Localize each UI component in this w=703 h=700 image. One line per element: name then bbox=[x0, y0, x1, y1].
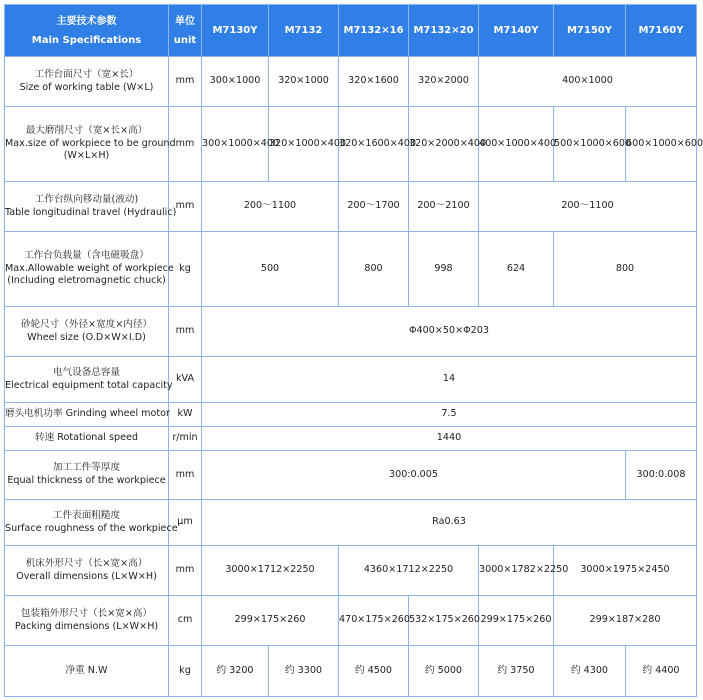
value-cell: 400×1000 bbox=[479, 57, 697, 107]
value-cell: 800 bbox=[339, 232, 409, 307]
table-row bbox=[5, 357, 697, 403]
label-cn: 工件表面粗糙度 bbox=[52, 509, 121, 521]
value-cell: 300:0.008 bbox=[626, 451, 697, 500]
value-cell: 998 bbox=[409, 232, 479, 307]
header-model-m7132x16: M7132×16 bbox=[339, 5, 409, 57]
value-cell: 7.5 bbox=[202, 403, 697, 427]
row-label-motor: 磨头电机功率 Grinding wheel motor bbox=[5, 403, 169, 427]
row-label-travel bbox=[5, 182, 177, 232]
unit-cell: mm bbox=[169, 307, 202, 357]
table-row bbox=[5, 57, 697, 107]
unit-cell: kVA bbox=[169, 357, 202, 403]
value-cell: Ra0.63 bbox=[202, 500, 697, 546]
header-spec bbox=[5, 5, 169, 57]
row-label-packing bbox=[5, 596, 169, 646]
label-en: Electrical equipment total capacity bbox=[5, 379, 173, 391]
specifications-table bbox=[4, 4, 703, 697]
row-label-overall bbox=[5, 546, 169, 596]
label-cn: 加工工件等厚度 bbox=[52, 462, 121, 474]
label-cn: 最大磨削尺寸（宽×长×高） bbox=[25, 124, 148, 136]
header-model-m7160y: M7160Y bbox=[626, 5, 697, 57]
value-cell: 320×1600×400 bbox=[339, 107, 409, 182]
header-unit-cn: 单位 bbox=[175, 15, 195, 27]
header-spec-cn: 主要技术参数 bbox=[56, 15, 117, 27]
table-row bbox=[5, 107, 697, 182]
label-cn: 砂轮尺寸（外径×宽度×内径） bbox=[20, 318, 153, 330]
table-row bbox=[5, 427, 697, 451]
value-cell: 3000×1712×2250 bbox=[202, 546, 339, 596]
value-cell: 约 4300 bbox=[554, 646, 626, 697]
value-cell: 约 3750 bbox=[479, 646, 554, 697]
label-cn: 工作台负载量（含电磁吸盘） bbox=[24, 249, 149, 261]
header-model-m7132: M7132 bbox=[269, 5, 339, 57]
header-model-m7140y: M7140Y bbox=[479, 5, 554, 57]
row-label-max-size bbox=[5, 107, 176, 182]
value-cell: 200～1100 bbox=[479, 182, 697, 232]
header-spec-en: Main Specifications bbox=[31, 34, 142, 46]
table-row bbox=[5, 403, 697, 427]
table-row bbox=[5, 596, 697, 646]
row-label-thickness bbox=[5, 451, 169, 500]
unit-cell: μm bbox=[169, 500, 202, 546]
label-en: Size of working table (W×L) bbox=[19, 81, 154, 93]
value-cell: 3000×1975×2450 bbox=[554, 546, 697, 596]
value-cell: 299×187×280 bbox=[554, 596, 697, 646]
label-en: Table longitudinal travel (Hydraulic) bbox=[5, 206, 177, 218]
unit-cell: mm bbox=[169, 182, 202, 232]
label-en: Wheel size (O.D×W×I.D) bbox=[27, 331, 146, 343]
value-cell: 200～2100 bbox=[409, 182, 479, 232]
table-row bbox=[5, 546, 697, 596]
value-cell: 320×1600 bbox=[339, 57, 409, 107]
label-en: Packing dimensions (L×W×H) bbox=[14, 620, 159, 632]
label-en: Overall dimensions (L×W×H) bbox=[16, 570, 157, 582]
value-cell: 299×175×260 bbox=[479, 596, 554, 646]
header-unit-en: unit bbox=[173, 34, 197, 46]
table-row bbox=[5, 232, 697, 307]
label-cn: 电气设备总容量 bbox=[52, 366, 121, 378]
unit-cell: mm bbox=[169, 546, 202, 596]
value-cell: 4360×1712×2250 bbox=[339, 546, 479, 596]
value-cell: 500×1000×600 bbox=[554, 107, 626, 182]
label-en: Equal thickness of the workpiece bbox=[7, 475, 166, 486]
unit-cell: kW bbox=[169, 403, 202, 427]
label-en: (Including eletromagnetic chuck) bbox=[7, 275, 166, 287]
value-cell: 624 bbox=[479, 232, 554, 307]
label-cn: 工作台面尺寸（宽×长） bbox=[34, 68, 139, 80]
row-label-roughness bbox=[5, 500, 178, 546]
value-cell: 800 bbox=[554, 232, 697, 307]
value-cell: 299×175×260 bbox=[202, 596, 339, 646]
row-label-net-weight: 净重 N.W bbox=[5, 646, 169, 697]
value-cell: 532×175×260 bbox=[409, 596, 479, 646]
unit-cell: kg bbox=[169, 646, 202, 697]
table-row bbox=[5, 646, 697, 697]
label-en: (W×L×H) bbox=[63, 150, 110, 162]
value-cell: 约 5000 bbox=[409, 646, 479, 697]
value-cell: 300×1000 bbox=[202, 57, 269, 107]
value-cell: 1440 bbox=[202, 427, 697, 451]
row-label-speed: 转速 Rotational speed bbox=[5, 427, 169, 451]
value-cell: 约 4400 bbox=[626, 646, 697, 697]
row-label-table-size bbox=[5, 57, 169, 107]
value-cell: 300:0.005 bbox=[202, 451, 626, 500]
value-cell: Φ400×50×Φ203 bbox=[202, 307, 697, 357]
label-cn: 机床外形尺寸（长×宽×高） bbox=[25, 557, 148, 569]
unit-cell: mm bbox=[169, 57, 202, 107]
table-row bbox=[5, 451, 697, 500]
value-cell: 200～1100 bbox=[202, 182, 339, 232]
value-cell: 320×1000×400 bbox=[269, 107, 339, 182]
value-cell: 320×1000 bbox=[269, 57, 339, 107]
value-cell: 500 bbox=[202, 232, 339, 307]
value-cell: 320×2000 bbox=[409, 57, 479, 107]
header-row bbox=[5, 5, 697, 57]
header-model-m7150y: M7150Y bbox=[554, 5, 626, 57]
header-model-m7130y: M7130Y bbox=[202, 5, 269, 57]
value-cell: 约 3300 bbox=[269, 646, 339, 697]
label-en: Surface roughness of the workpiece bbox=[5, 522, 178, 534]
value-cell: 200～1700 bbox=[339, 182, 409, 232]
unit-cell: kg bbox=[169, 232, 202, 307]
unit-cell: mm bbox=[169, 451, 202, 500]
value-cell: 14 bbox=[202, 357, 697, 403]
value-cell: 470×175×260 bbox=[339, 596, 409, 646]
value-cell: 400×1000×400 bbox=[479, 107, 554, 182]
value-cell: 300×1000×400 bbox=[202, 107, 269, 182]
header-unit bbox=[169, 5, 202, 57]
row-label-capacity bbox=[5, 357, 173, 403]
unit-cell: mm bbox=[169, 107, 202, 182]
header-model-m7132x20: M7132×20 bbox=[409, 5, 479, 57]
table-row bbox=[5, 500, 697, 546]
value-cell: 约 4500 bbox=[339, 646, 409, 697]
row-label-wheel bbox=[5, 307, 169, 357]
value-cell: 约 3200 bbox=[202, 646, 269, 697]
label-cn: 工作台纵向移动量(液动) bbox=[34, 193, 139, 205]
label-en: Max.Allowable weight of workpiece bbox=[5, 262, 174, 274]
value-cell: 3000×1782×2250 bbox=[479, 546, 554, 596]
unit-cell: cm bbox=[169, 596, 202, 646]
table-row bbox=[5, 307, 697, 357]
unit-cell: r/min bbox=[169, 427, 202, 451]
label-cn: 包装箱外形尺寸（长×宽×高） bbox=[20, 607, 153, 619]
table-row bbox=[5, 182, 697, 232]
row-label-weight bbox=[5, 232, 174, 307]
value-cell: 320×2000×400 bbox=[409, 107, 479, 182]
label-en: Max.size of workpiece to be ground bbox=[5, 137, 176, 149]
value-cell: 600×1000×600 bbox=[626, 107, 697, 182]
